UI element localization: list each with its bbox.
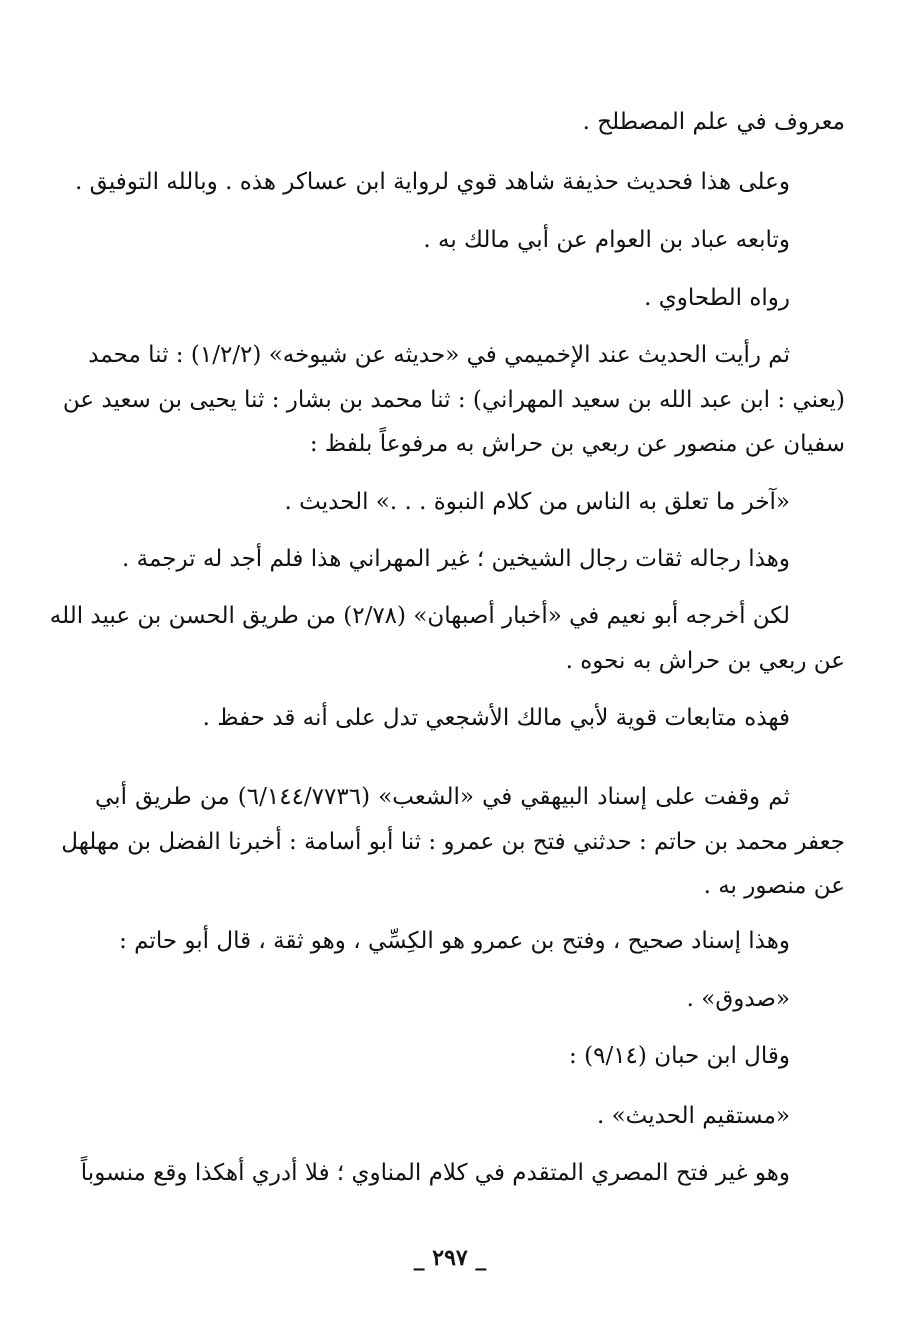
text-line-13: ثم وقفت على إسناد البيهقي في «الشعب» (٦/١٤٤/٧٧٣٦) من طريق أبي	[95, 784, 790, 810]
text-line-2: وعلى هذا فحديث حذيفة شاهد قوي لرواية ابن عساكر هذه . وبالله التوفيق .	[75, 169, 790, 195]
text-line-9: وهذا رجاله ثقات رجال الشيخين ؛ غير المهراني هذا فلم أجد له ترجمة .	[122, 546, 790, 572]
text-line-7: سفيان عن منصور عن ربعي بن حراش به مرفوعاً بلفظ :	[309, 431, 845, 457]
text-line-14: جعفر محمد بن حاتم : حدثني فتح بن عمرو : ثنا أبو أسامة : أخبرنا الفضل بن مهلهل	[61, 829, 845, 855]
text-line-18: وقال ابن حبان (٩/١٤) :	[569, 1043, 790, 1069]
text-line-4: رواه الطحاوي .	[644, 285, 790, 311]
text-line-16: وهذا إسناد صحيح ، وفتح بن عمرو هو الكِسِّي ، وهو ثقة ، قال أبو حاتم :	[119, 928, 790, 954]
text-line-15: عن منصور به .	[703, 873, 845, 899]
text-line-17: «صدوق» .	[686, 986, 790, 1012]
text-line-10: لكن أخرجه أبو نعيم في «أخبار أصبهان» (٢/٧٨) من طريق الحسن بن عبيد الله	[49, 603, 790, 629]
text-line-8: «آخر ما تعلق به الناس من كلام النبوة . . .» الحديث .	[284, 489, 790, 515]
page-number: _ ٢٩٧ _	[413, 1245, 487, 1271]
text-line-5: ثم رأيت الحديث عند الإخميمي في «حديثه عن شيوخه» (١/٢/٢) : ثنا محمد	[88, 342, 790, 368]
text-line-12: فهذه متابعات قوية لأبي مالك الأشجعي تدل على أنه قد حفظ .	[202, 705, 790, 731]
text-line-3: وتابعه عباد بن العوام عن أبي مالك به .	[423, 227, 790, 253]
text-line-19: «مستقيم الحديث» .	[596, 1103, 790, 1129]
document-page	[49, 0, 845, 1339]
text-line-6: (يعني : ابن عبد الله بن سعيد المهراني) : ثنا محمد بن بشار : ثنا يحيى بن سعيد عن	[62, 387, 845, 413]
text-line-11: عن ربعي بن حراش به نحوه .	[565, 648, 845, 674]
text-line-1: معروف في علم المصطلح .	[582, 109, 845, 135]
text-line-20: وهو غير فتح المصري المتقدم في كلام المناوي ؛ فلا أدري أهكذا وقع منسوباً	[80, 1160, 790, 1186]
